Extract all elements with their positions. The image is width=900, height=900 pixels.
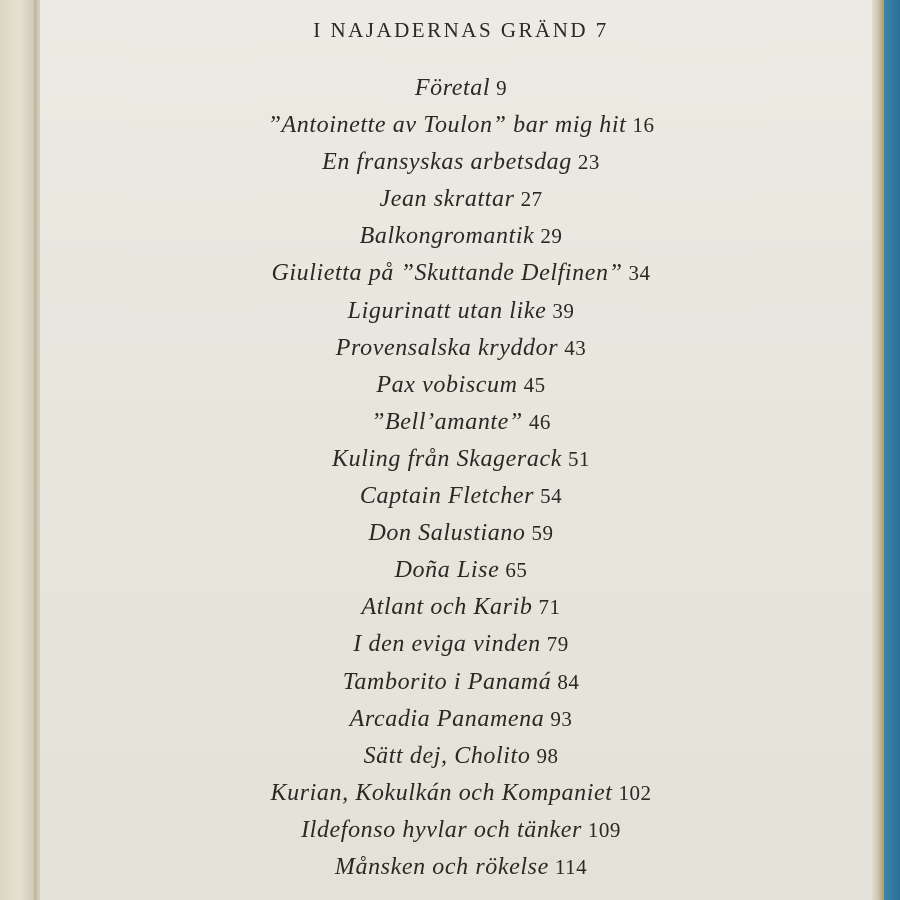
toc-entry-page: 59 — [531, 521, 554, 546]
toc-entry-page: 84 — [557, 669, 580, 694]
toc-entry-title: Captain Fletcher — [359, 483, 535, 510]
toc-entry-page: 23 — [577, 150, 600, 175]
toc-entry-title: Doña Lise — [394, 557, 500, 584]
toc-entry — [40, 849, 882, 886]
toc-entry-title: Atlant och Karib — [361, 594, 533, 621]
toc-entry-title: En fransyskas arbetsdag — [322, 149, 572, 176]
toc-entry — [40, 144, 882, 181]
toc-entry-title: Ligurinatt utan like — [347, 297, 547, 324]
toc-entry-title: Provensalska kryddor — [335, 334, 559, 361]
toc-entry-page: 27 — [520, 187, 543, 212]
toc-entry-page: 71 — [538, 595, 561, 620]
toc-entry-title: Tamborito i Panamá — [342, 668, 552, 695]
table-of-contents — [40, 70, 882, 886]
toc-entry — [40, 293, 882, 330]
toc-entry-page: 29 — [540, 224, 563, 249]
toc-entry-title: Balkongromantik — [359, 223, 535, 250]
toc-entry-page: 39 — [552, 298, 575, 323]
toc-entry-page: 93 — [550, 706, 573, 731]
toc-entry — [40, 367, 882, 404]
toc-entry-page: 9 — [496, 76, 508, 100]
toc-entry — [40, 404, 882, 441]
toc-entry-title: Arcadia Panamena — [349, 705, 545, 732]
toc-entry-page: 43 — [564, 335, 587, 360]
toc-entry-page: 54 — [540, 484, 563, 509]
left-page — [0, 0, 34, 900]
toc-entry-title: Månsken och rökelse — [334, 853, 549, 880]
toc-entry — [40, 664, 882, 701]
toc-entry-page: 51 — [567, 446, 590, 471]
toc-entry — [40, 738, 882, 775]
toc-entry-page: 79 — [546, 632, 569, 657]
toc-entry-title: Kuling från Skagerack — [332, 445, 562, 472]
toc-entry — [40, 181, 882, 218]
toc-entry-title: Kurian, Kokulkán och Kompaniet — [270, 779, 613, 806]
toc-entry-title: Giulietta på ”Skuttande Delfinen” — [271, 260, 623, 287]
toc-entry — [40, 589, 882, 626]
toc-entry — [40, 515, 882, 552]
toc-entry-page: 45 — [523, 372, 546, 397]
toc-entry-title: ”Antoinette av Toulon” bar mig hit — [267, 112, 627, 139]
section-heading-page: 7 — [595, 18, 609, 42]
section-heading-title: I NAJADERNAS GRÄND — [313, 18, 589, 42]
toc-entry-page: 102 — [618, 780, 652, 805]
toc-entry-page: 98 — [536, 743, 559, 768]
toc-entry-title: ”Bell’amante” — [371, 408, 523, 435]
toc-entry — [40, 552, 882, 589]
toc-entry — [40, 218, 882, 255]
toc-entry-page: 109 — [587, 817, 621, 842]
toc-entry-page: 34 — [628, 261, 651, 286]
toc-entry-title: Jean skrattar — [379, 186, 515, 213]
toc-entry — [40, 441, 882, 478]
toc-entry — [40, 107, 882, 144]
toc-entry-page: 46 — [528, 409, 551, 434]
toc-entry — [40, 775, 882, 812]
toc-entry — [40, 478, 882, 515]
toc-entry — [40, 701, 882, 738]
toc-entry — [40, 70, 882, 107]
toc-entry-title: Sätt dej, Cholito — [363, 742, 531, 769]
toc-entry-title: Ildefonso hyvlar och tänker — [301, 816, 582, 843]
toc-entry-page: 114 — [554, 854, 588, 879]
toc-entry-page: 65 — [505, 558, 528, 583]
toc-entry-title: I den eviga vinden — [353, 631, 541, 658]
section-heading — [40, 18, 882, 43]
book-cover-edge — [884, 0, 900, 900]
toc-entry-page: 16 — [632, 113, 655, 138]
toc-entry-title: Don Salustiano — [368, 520, 526, 547]
toc-entry — [40, 255, 882, 292]
toc-entry-title: Företal — [414, 75, 491, 101]
toc-entry — [40, 626, 882, 663]
toc-entry — [40, 812, 882, 849]
toc-entry-title: Pax vobiscum — [376, 371, 518, 398]
toc-entry — [40, 330, 882, 367]
